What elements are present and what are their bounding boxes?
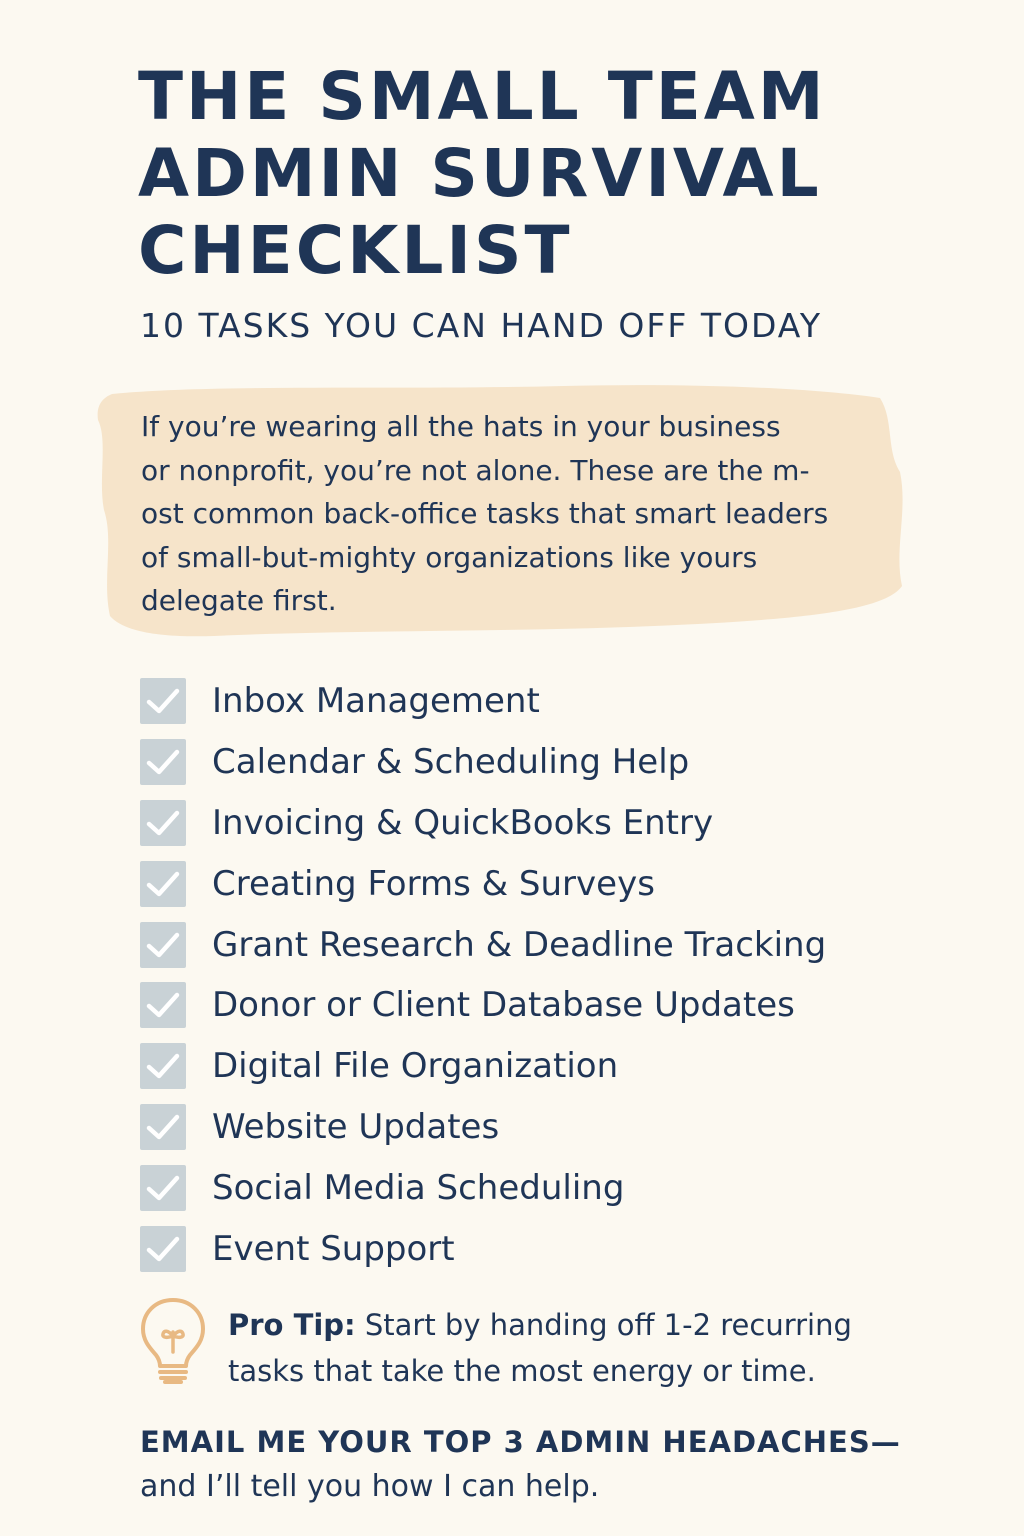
checklist-item-label: Creating Forms & Surveys — [212, 863, 655, 904]
pro-tip-text: tasks that take the most energy or time. — [228, 1354, 816, 1388]
checklist-item — [140, 1157, 826, 1218]
pro-tip-label: Pro Tip: — [228, 1308, 356, 1342]
checklist-item-label: Social Media Scheduling — [212, 1167, 625, 1208]
checklist-item-label: Grant Research & Deadline Tracking — [212, 924, 827, 965]
page-subtitle: 10 TASKS YOU CAN HAND OFF TODAY — [140, 306, 822, 345]
cta-heading: EMAIL ME YOUR TOP 3 ADMIN HEADACHES— — [140, 1425, 901, 1459]
checklist-item — [140, 1036, 826, 1097]
page-title — [138, 58, 958, 289]
checklist-item-label: Event Support — [212, 1228, 455, 1269]
checkbox-checked-icon[interactable] — [140, 800, 186, 846]
checkbox-checked-icon[interactable] — [140, 739, 186, 785]
checkbox-checked-icon[interactable] — [140, 678, 186, 724]
checklist-item — [140, 793, 826, 854]
checklist-item-label: Invoicing & QuickBooks Entry — [212, 802, 714, 843]
intro-line: of small-but-mighty organizations like yours — [141, 540, 758, 574]
checklist-item — [140, 975, 826, 1036]
checklist-item-label: Digital File Organization — [212, 1046, 619, 1087]
checklist-item — [140, 1218, 826, 1279]
checklist-item-label: Inbox Management — [212, 681, 540, 722]
lightbulb-icon — [138, 1296, 208, 1388]
checklist-item-label: Donor or Client Database Updates — [212, 985, 795, 1026]
intro-line: or nonprofit, you’re not alone. These are the m- — [141, 453, 810, 487]
checkbox-checked-icon[interactable] — [140, 861, 186, 907]
intro-paragraph — [141, 405, 881, 623]
checkbox-checked-icon[interactable] — [140, 1226, 186, 1272]
task-checklist — [140, 671, 826, 1279]
checklist-item — [140, 671, 826, 732]
intro-line: delegate first. — [141, 584, 337, 617]
checklist-item — [140, 914, 826, 975]
title-line: THE SMALL TEAM — [138, 58, 827, 135]
title-line: ADMIN SURVIVAL — [138, 135, 822, 212]
checkbox-checked-icon[interactable] — [140, 1043, 186, 1089]
checklist-item-label: Website Updates — [212, 1106, 500, 1147]
checklist-item — [140, 853, 826, 914]
checkbox-checked-icon[interactable] — [140, 1104, 186, 1150]
title-line: CHECKLIST — [138, 212, 573, 289]
checkbox-checked-icon[interactable] — [140, 922, 186, 968]
checkbox-checked-icon[interactable] — [140, 982, 186, 1028]
intro-line: ost common back-office tasks that smart leaders — [141, 497, 829, 530]
intro-line: If you’re wearing all the hats in your business — [141, 410, 781, 443]
checklist-item — [140, 1097, 826, 1158]
pro-tip-text: Start by handing off 1-2 recurring — [355, 1308, 852, 1342]
checklist-item — [140, 732, 826, 793]
pro-tip — [228, 1302, 928, 1394]
cta-subtext: and I’ll tell you how I can help. — [140, 1469, 600, 1504]
pro-tip-line — [228, 1302, 928, 1348]
checklist-item-label: Calendar & Scheduling Help — [212, 742, 690, 783]
checkbox-checked-icon[interactable] — [140, 1165, 186, 1211]
